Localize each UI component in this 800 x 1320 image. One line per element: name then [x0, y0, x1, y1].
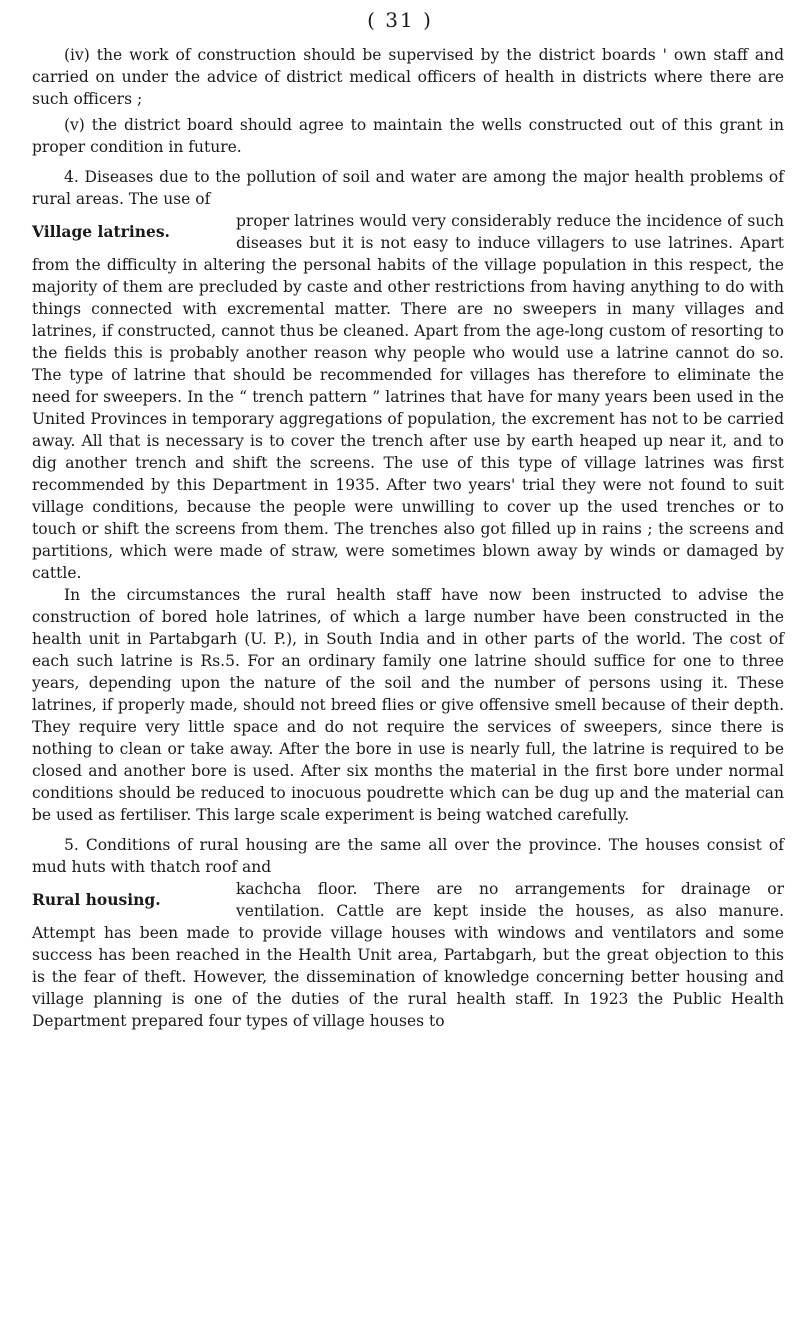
section-rural-housing — [32, 834, 784, 1032]
section-4-continuation: In the circumstances the rural health staff have now been instructed to advise the construction of bored hole latrines, of which a large number have been constructed in the health unit in Partabgarh (U. P.), in South India and in other parts of the world. The cost of each such latrine is Rs.5. For an ordinary family one latrine should suffice for one to three years, depending upon the nature of the soil and the number of persons using it. These latrines, if properly made, should not breed flies or give offensive smell because of their depth. They require very little space and do not require the services of sweepers, since there is nothing to clean or take away. After the bore in use is nearly full, the latrine is required to be closed and another bore is used. After six months the material in the first bore under normal conditions should be reduced to inocuous poudrette which can be dug up and the material can be used as fertiliser. This large scale experiment is being watched carefully. — [32, 586, 784, 824]
section-4-body: proper latrines would very considerably reduce the incidence of such diseases but it is not easy to induce villagers to use latrines. Apart from the difficulty in altering the personal habits of the village population in this respect, the majority of them are precluded by caste and other restrictions from having anything to do with things connected with excremental matter. There are no sweepers in many villages and latrines, if constructed, cannot thus be cleaned. Apart from the age-long custom of resorting to the fields this is probably another reason why people who would use a latrine cannot do so. The type of latrine that should be recommended for villages has therefore to eliminate the need for sweepers. In the “ trench pattern ” latrines that have for many years been used in the United Provinces in temporary aggregations of population, the excrement has not to be carried away. All that is necessary is to cover the trench after use by earth heaped up near it, and to dig another trench and shift the screens. The use of this type of village latrines was first recommended by this Department in 1935. After two years' trial they were not found to suit village conditions, because the people were unwilling to cover up the used trenches or to touch or shift the screens from them. The trenches also got filled up in rains ; the screens and partitions, which were made of straw, were sometimes blown away by winds or damaged by cattle. — [32, 212, 784, 582]
page-number: ( 31 ) — [367, 8, 433, 32]
section-5-body: kachcha floor. There are no arrangements for drainage or ventilation. Cattle are kept inside the houses, as also manure. Attempt has been made to provide village houses with windows and ventilators and some success has been reached in the Health Unit area, Partabgarh, but the great objection to this is the fear of theft. However, the dissemination of knowledge concerning better housing and village planning is one of the duties of the rural health staff. In 1923 the Public Health Department prepared four types of village houses to — [32, 880, 784, 1030]
page-content — [32, 44, 784, 1032]
section-4-lead: 4. Diseases due to the pollution of soil and water are among the major health problems of rural areas. The use of — [32, 168, 784, 208]
paragraph-iv: (iv) the work of construction should be supervised by the district boards ' own staff and carried on under the advice of district medical officers of health in districts where there are such officers ; — [32, 46, 784, 108]
paragraph-v: (v) the district board should agree to maintain the wells constructed out of this grant in proper condition in future. — [32, 116, 784, 156]
section-village-latrines — [32, 166, 784, 826]
side-heading-rural-housing: Rural housing. — [32, 890, 161, 909]
side-heading-village-latrines: Village latrines. — [32, 222, 170, 241]
section-5-lead: 5. Conditions of rural housing are the same all over the province. The houses consist of mud huts with thatch roof and — [32, 836, 784, 876]
